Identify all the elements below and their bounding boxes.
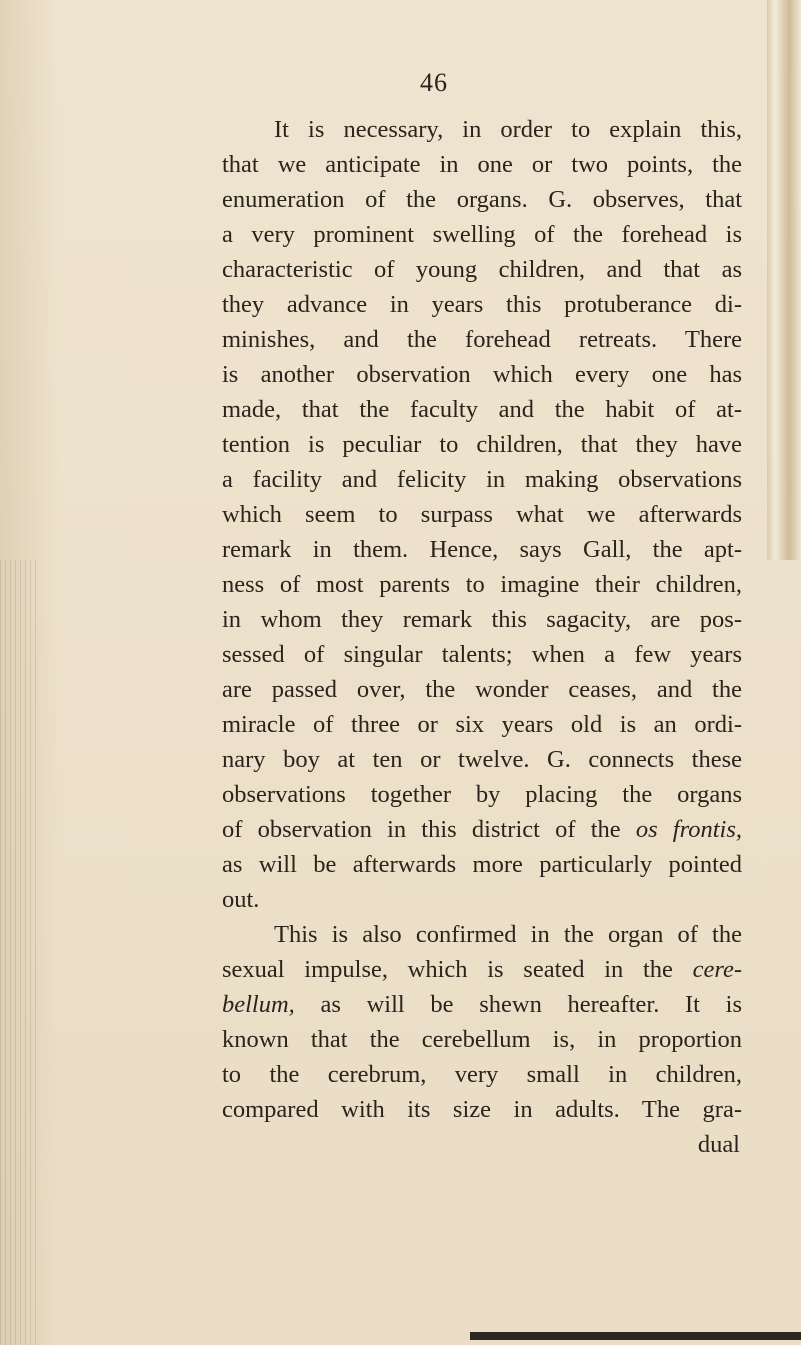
text-line-part: of observation in this district of the [222, 816, 621, 843]
bottom-edge-dark-band [470, 1332, 801, 1340]
text-line: is another observation which every one has [222, 361, 742, 388]
italic-term: cere- [692, 956, 743, 983]
text-line: tention is peculiar to children, that they have [222, 431, 742, 458]
text-line-part: as will be shewn hereafter. It is [320, 991, 743, 1018]
text-line: made, that the faculty and the habit of at- [222, 396, 742, 423]
text-line: minishes, and the forehead retreats. There [222, 326, 742, 353]
text-line: that we anticipate in one or two points, the [222, 151, 742, 178]
text-line: sessed of singular talents; when a few years [222, 641, 742, 668]
text-line: known that the cerebellum is, in proportion [222, 1026, 742, 1053]
text-line: observations together by placing the organs [222, 781, 742, 808]
text-line: out. [222, 886, 260, 913]
text-line: they advance in years this protuberance di- [222, 291, 742, 318]
page-edge-shadow [767, 0, 801, 560]
text-line: a very prominent swelling of the forehead is [222, 221, 742, 248]
text-line: in whom they remark this sagacity, are pos- [222, 606, 742, 633]
text-line-part: sexual impulse, which is seated in the [222, 956, 673, 983]
page-number: 46 [420, 68, 448, 97]
text-line-with-italic [222, 812, 742, 847]
text-line: as will be afterwards more particularly pointed [222, 851, 742, 878]
text-line: This is also confirmed in the organ of the [274, 921, 742, 948]
text-line: to the cerebrum, very small in children, [222, 1061, 742, 1088]
text-line-with-italic [222, 987, 742, 1022]
text-line: remark in them. Hence, says Gall, the apt- [222, 536, 742, 563]
text-line: characteristic of young children, and that as [222, 256, 742, 283]
text-line: enumeration of the organs. G. observes, that [222, 186, 742, 213]
body-text [222, 112, 742, 1162]
text-line: miracle of three or six years old is an ordi- [222, 711, 742, 738]
text-line: compared with its size in adults. The gra- [222, 1096, 742, 1123]
catchword: dual [697, 1131, 740, 1158]
text-line-with-italic [222, 952, 742, 987]
text-line: It is necessary, in order to explain this, [274, 116, 742, 143]
binding-edge [0, 560, 36, 1345]
text-line: a facility and felicity in making observations [222, 466, 742, 493]
italic-term: bellum, [222, 991, 295, 1018]
text-line: which seem to surpass what we afterwards [222, 501, 742, 528]
text-line: are passed over, the wonder ceases, and the [222, 676, 742, 703]
text-line: nary boy at ten or twelve. G. connects these [222, 746, 742, 773]
text-line: ness of most parents to imagine their children, [222, 571, 742, 598]
italic-term: os frontis, [635, 816, 742, 843]
